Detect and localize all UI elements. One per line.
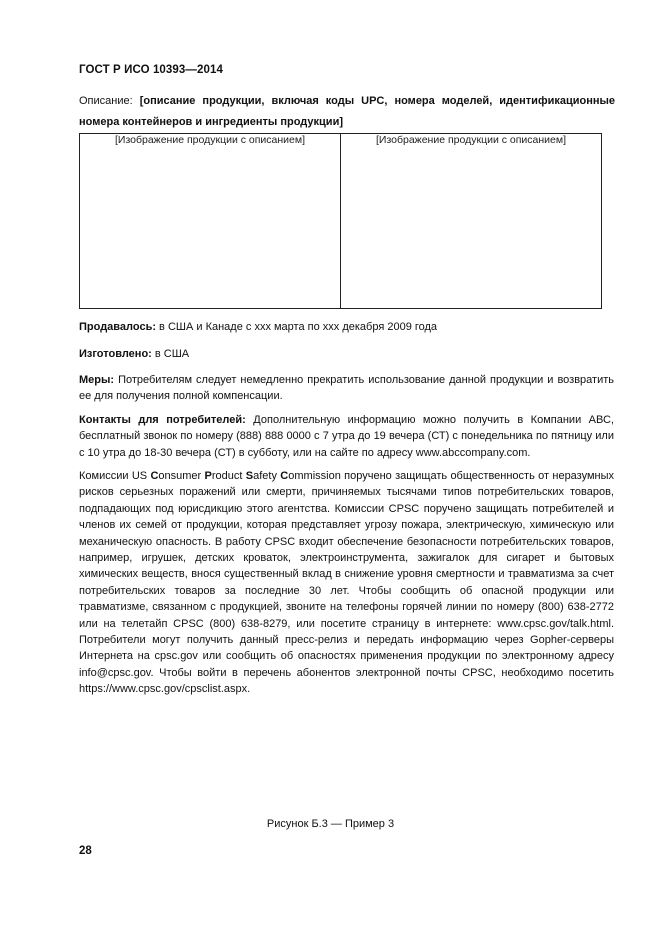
product-image-cell-2	[340, 134, 601, 308]
commission-initial-c2: C	[280, 470, 289, 482]
product-image-placeholder-1: [Изображение продукции с описанием]	[114, 134, 306, 146]
measures-paragraph	[79, 372, 614, 405]
contacts-label: Контакты для потребителей:	[79, 414, 246, 426]
commission-initial-p: P	[204, 470, 212, 482]
made-text: в США	[151, 348, 190, 360]
sold-label: Продавалось:	[79, 321, 156, 333]
commission-ommission: ommission	[288, 470, 341, 482]
commission-initial-s: S	[245, 470, 254, 482]
commission-initial-c: C	[150, 470, 159, 482]
commission-roduct: roduct	[211, 470, 246, 482]
made-label: Изготовлено:	[79, 348, 152, 360]
product-image-table	[79, 133, 602, 309]
commission-paragraph	[79, 468, 614, 698]
sold-paragraph	[79, 319, 614, 335]
description-label: Описание:	[79, 95, 133, 107]
commission-onsumer: onsumer	[158, 470, 205, 482]
page-number: 28	[79, 845, 92, 857]
description-value: [описание продукции, включая коды UPC, номера моделей, идентификационные номера контейнеров и ингредиенты продукции]	[79, 95, 615, 128]
figure-caption: Рисунок Б.3 — Пример 3	[266, 818, 395, 830]
document-header: ГОСТ Р ИСО 10393—2014	[79, 64, 224, 76]
commission-afety: afety	[253, 470, 281, 482]
description-block	[79, 91, 615, 133]
measures-text: Потребителям следует немедленно прекратить использование данной продукции и возвратить ее для получения полной компенсации.	[79, 374, 614, 403]
contacts-text: Дополнительную информацию можно получить в Компании АВС, бесплатный звонок по номеру (888) 888 0000 с 7 утра до 19 вечера (СТ) с понедельника по пятницу или с 10 утра до 18-30 вечера (СТ) в субботу, или на сайте по адресу www.abccompany.com.	[79, 414, 614, 459]
commission-lead: Комиссии US	[79, 470, 151, 482]
product-image-cell-1	[80, 134, 340, 308]
sold-text: в США и Канаде с ххх марта по ххх декабря 2009 года	[156, 321, 438, 333]
made-paragraph	[79, 346, 614, 362]
contacts-paragraph	[79, 412, 614, 461]
measures-label: Меры:	[79, 374, 115, 386]
product-image-placeholder-2: [Изображение продукции с описанием]	[375, 134, 567, 146]
commission-text: поручено защищать общественность от неразумных рисков серьезных поражений или смерти, причиняемых тысячами типов потребительских товаров, подпадающих под юрисдикцию этого агентства. Комиссии CPSC поручено защищать потребителей и членов их семей от продукции, которая представляет угрозу пожара, электрическую, химическую или механическую опасность. В работу CPSC входит обеспечение безопасности потребительских товаров, например, игрушек, детских кроваток, электроинструмента, зажигалок для сигарет и бытовых химических веществ, внося существенный вклад в снижение уровня смертности и травматизма за счет потребительских товаров за последние 30 лет. Чтобы сообщить об опасной продукции или травматизме, связанном с продукцией, звоните на телефоны горячей линии по номеру (800) 638-2772 или на телетайп CPSC (800) 638-8279, или посетите страницу в интернете: www.cpsc.gov/talk.html. Потребители могут получить данный пресс-релиз и передать информацию через Gopher-серверы Интернета на cpsc.gov или сообщить об опасностях применения продукции по электронному адресу info@cpsc.gov. Чтобы войти в перечень абонентов электронной почты CPSC, необходимо посетить https://www.cpsc.gov/cpsclist.aspx.	[79, 470, 615, 696]
